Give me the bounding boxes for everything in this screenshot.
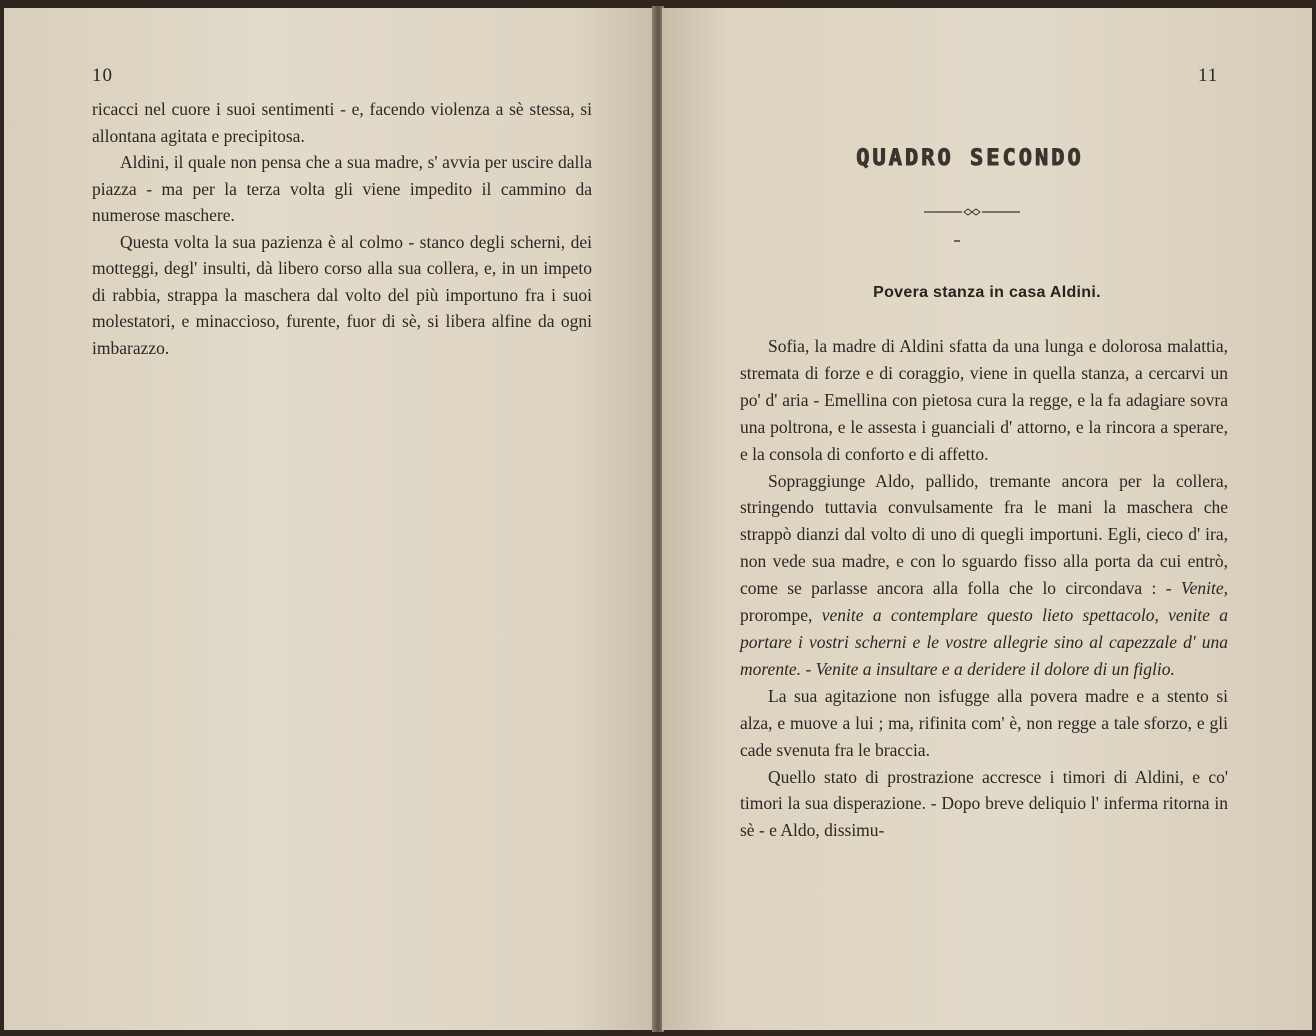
page-number-left: 10 <box>92 65 113 86</box>
paragraph: La sua agitazione non isfugge alla povera madre e a stento si alza, e muove a lui ; ma, rifinita com' è, non regge a tale sforzo, e gli cade svenuta fra le braccia. <box>740 685 1228 760</box>
speech-verb: prorompe, <box>740 605 813 626</box>
right-page-text <box>740 333 1228 844</box>
speech-text: Venite, <box>1180 578 1229 599</box>
left-page <box>4 8 654 1030</box>
speech-text: venite a contemplare questo lieto spettacolo, venite a portare i vostri scherni e le vostre allegrie sino al capezzale d' una morente. - Venite a insultare e a deridere il dolore di un figlio. <box>740 605 1228 679</box>
right-page <box>662 8 1312 1030</box>
left-page-text <box>92 96 592 361</box>
paragraph: Aldini, il quale non pensa che a sua madre, s' avvia per uscire dalla piazza - ma per la terza volta gli viene impedito il cammino da numerose maschere. <box>92 152 592 225</box>
paragraph-text: Sopraggiunge Aldo, pallido, tremante ancora per la collera, stringendo tuttavia convulsamente fra le mani la maschera che strappò dianzi dal volto di uno di quegli importuni. Egli, cieco d' ira, non vede sua madre, e con lo sguardo fisso alla porta da cui entrò, come se parlasse ancora alla folla che lo circondava : - <box>740 470 1228 599</box>
paragraph: ricacci nel cuore i suoi sentimenti - e, facendo violenza a sè stessa, si allontana agitata e precipitosa. <box>92 99 592 146</box>
show-through-text <box>94 368 302 398</box>
section-title: QUADRO SECONDO <box>856 146 1084 171</box>
page-number-right: 11 <box>1198 65 1219 86</box>
paragraph <box>740 468 1228 683</box>
paragraph: Quello stato di prostrazione accresce i timori di Aldini, e co' timori la sua disperazione. - Dopo breve deliquio l' inferma ritorna in sè - e Aldo, dissimu- <box>740 766 1228 841</box>
paragraph: Questa volta la sua pazienza è al colmo - stanco degli scherni, dei motteggi, degl' insulti, dà libero corso alla sua collera, e, in un impeto di rabbia, strappa la maschera dal volto del più importuno fra i suoi molestatori, e minaccioso, furente, fuor di sè, si libera alfine da ogni imbarazzo. <box>92 231 592 358</box>
paragraph: Sofia, la madre di Aldini sfatta da una lunga e dolorosa malattia, stremata di forze e di coraggio, viene in quella stanza, a cercarvi un po' d' aria - Emellina con pietosa cura la regge, e la fa adagiare sovra una poltrona, e le assesta i guanciali d' attorno, e la rincora a sperare, e la consola di conforto e di affetto. <box>740 336 1228 464</box>
ornament-rule-icon <box>924 206 1020 218</box>
scene-heading: Povera stanza in casa Aldini. <box>873 284 1101 301</box>
divider <box>954 240 960 242</box>
